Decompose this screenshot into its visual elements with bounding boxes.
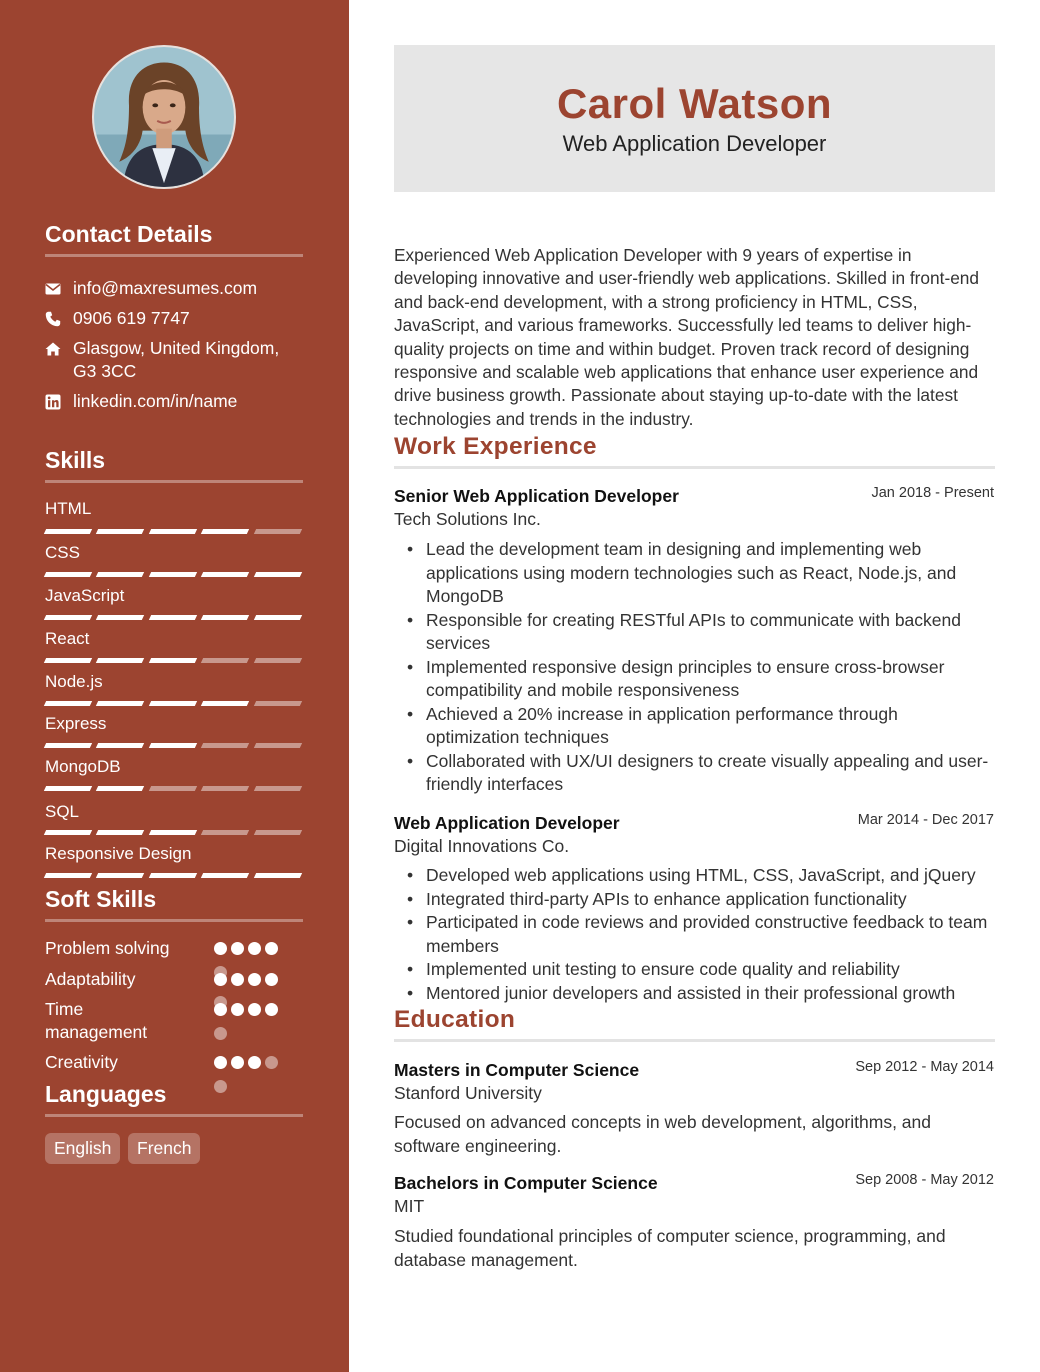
skill-level-segment — [96, 658, 145, 663]
education-dates: Sep 2008 - May 2012 — [855, 1172, 994, 1188]
skill-level-segment — [253, 830, 302, 835]
job-role: Senior Web Application Developer — [394, 486, 679, 506]
profile-photo — [92, 45, 236, 189]
skill-level-segment — [149, 615, 198, 620]
rating-dot — [231, 1056, 244, 1069]
summary: Experienced Web Application Developer with 9 years of expertise in developing innovative and user-friendly web applications. Skilled in front-end and back-end development, with a strong proficiency in HTML, CSS, JavaScript, and various frameworks. Successfully led teams to deliver high-quality projects on time and within budget. Proven track record of designing responsive and scalable web applications that enhance user experience and drive business growth. Passionate about staying up-to-date with the latest technologies and trends in the industry. — [394, 245, 980, 429]
rating-dot — [265, 1056, 278, 1069]
skill-level-segment — [149, 743, 198, 748]
rating-dot-overflow — [214, 966, 227, 979]
rating-dot — [231, 973, 244, 986]
skill-level-segment — [149, 786, 198, 791]
skill-level-bar — [45, 701, 301, 707]
language-badge-english: English — [45, 1133, 120, 1164]
skill-name: CSS — [45, 543, 80, 562]
phone-icon — [45, 307, 73, 330]
contact-email-text: info@maxresumes.com — [73, 278, 258, 298]
skill-level-segment — [96, 830, 145, 835]
contact-heading: Contact Details — [45, 221, 303, 257]
skill-level-segment — [201, 786, 250, 791]
job-bullet: • Developed web applications using HTML, CSS, JavaScript, and jQuery — [426, 864, 996, 888]
rating-dot — [248, 1003, 261, 1016]
soft-skill-rating — [214, 1056, 278, 1069]
skill-level-segment — [149, 830, 198, 835]
candidate-name: Carol Watson — [556, 80, 833, 127]
soft-skill-name: Problem solving — [45, 938, 170, 958]
education-school: MIT — [394, 1196, 425, 1216]
skill-level-segment — [44, 830, 93, 835]
skill-level-segment — [149, 572, 198, 577]
sidebar — [0, 0, 349, 1372]
skill-level-segment — [149, 873, 198, 878]
skill-level-segment — [44, 572, 93, 577]
skill-name: Express — [45, 714, 107, 733]
skill-level-segment — [149, 529, 198, 534]
skill-name: JavaScript — [45, 586, 125, 605]
skill-level-segment — [96, 873, 145, 878]
profile-photo-image — [94, 47, 234, 187]
job-company: Digital Innovations Co. — [394, 836, 570, 856]
skill-level-segment — [149, 658, 198, 663]
contact-phone-text: 0906 619 7747 — [73, 308, 190, 328]
skill-level-bar — [45, 873, 301, 879]
contact-linkedin[interactable] — [45, 390, 303, 413]
skill-level-segment — [253, 572, 302, 577]
work-experience-heading: Work Experience — [394, 433, 995, 469]
skill-level-segment — [96, 701, 145, 706]
skill-name: Responsive Design — [45, 844, 192, 863]
soft-skill-name-line2: management — [45, 1022, 148, 1042]
rating-dot — [248, 942, 261, 955]
job-bullets — [426, 864, 996, 1005]
job-bullet: • Mentored junior developers and assisted in their professional growth — [426, 982, 996, 1006]
skill-level-bar — [45, 743, 301, 749]
contact-address-line2: G3 3CC — [73, 361, 137, 381]
job-role: Web Application Developer — [394, 813, 620, 833]
job-dates: Mar 2014 - Dec 2017 — [857, 812, 994, 828]
contact-address-line1: Glasgow, United Kingdom, — [73, 338, 280, 358]
job-bullet: • Lead the development team in designing and implementing web applications using modern technologies such as React, Node.js, and MongoDB — [426, 538, 996, 609]
skill-level-segment — [96, 615, 145, 620]
skill-level-bar — [45, 830, 301, 836]
rating-dot — [265, 973, 278, 986]
rating-dot — [265, 1003, 278, 1016]
skill-level-bar — [45, 529, 301, 535]
contact-linkedin-text: linkedin.com/in/name — [73, 391, 238, 411]
education-description: Studied foundational principles of computer science, programming, and database management. — [394, 1226, 946, 1270]
contact-email[interactable] — [45, 277, 303, 300]
skill-level-segment — [253, 786, 302, 791]
education-heading: Education — [394, 1006, 995, 1042]
skill-level-segment — [201, 701, 250, 706]
skill-level-bar — [45, 786, 301, 792]
skill-level-segment — [201, 873, 250, 878]
job-bullet: • Achieved a 20% increase in application performance through optimization techniques — [426, 703, 996, 750]
home-icon — [45, 337, 73, 360]
skill-level-segment — [44, 615, 93, 620]
skill-level-bar — [45, 658, 301, 664]
job-dates: Jan 2018 - Present — [871, 485, 994, 501]
soft-skill-rating — [214, 942, 278, 955]
education-degree: Bachelors in Computer Science — [394, 1173, 658, 1193]
skill-level-segment — [253, 615, 302, 620]
skill-level-segment — [96, 572, 145, 577]
job-bullet: • Integrated third-party APIs to enhance application functionality — [426, 888, 996, 912]
skill-level-segment — [253, 743, 302, 748]
envelope-icon — [45, 277, 73, 300]
rating-dot — [265, 942, 278, 955]
skill-level-bar — [45, 615, 301, 621]
skill-level-segment — [44, 786, 93, 791]
linkedin-icon — [45, 390, 73, 413]
soft-skill-name: Adaptability — [45, 969, 136, 989]
skill-level-segment — [201, 615, 250, 620]
skill-level-segment — [201, 529, 250, 534]
skill-level-segment — [201, 572, 250, 577]
soft-skill-name: Creativity — [45, 1052, 118, 1072]
job-bullet: • Participated in code reviews and provided constructive feedback to team members — [426, 911, 996, 958]
skill-name: HTML — [45, 499, 92, 518]
rating-dot — [248, 973, 261, 986]
skill-level-segment — [44, 743, 93, 748]
rating-dot — [231, 942, 244, 955]
rating-dot — [214, 1056, 227, 1069]
job-bullet: • Responsible for creating RESTful APIs to communicate with backend services — [426, 609, 996, 656]
rating-dot-overflow — [214, 996, 227, 1009]
education-school: Stanford University — [394, 1083, 542, 1103]
rating-dot — [248, 1056, 261, 1069]
skill-level-segment — [44, 529, 93, 534]
job-bullet: • Implemented unit testing to ensure code quality and reliability — [426, 958, 996, 982]
soft-skill-name-line1: Time — [45, 999, 84, 1019]
rating-dot-overflow — [214, 1027, 227, 1040]
skill-level-segment — [44, 701, 93, 706]
languages-heading: Languages — [45, 1081, 303, 1117]
candidate-title: Web Application Developer — [562, 131, 827, 156]
skill-level-segment — [201, 743, 250, 748]
rating-dot — [214, 942, 227, 955]
skill-level-segment — [96, 529, 145, 534]
skill-level-segment — [253, 529, 302, 534]
skill-level-segment — [44, 873, 93, 878]
skills-heading: Skills — [45, 447, 303, 483]
skill-level-segment — [96, 786, 145, 791]
soft-skills-heading: Soft Skills — [45, 886, 303, 922]
skill-name: SQL — [45, 802, 80, 821]
skill-level-segment — [201, 658, 250, 663]
education-dates: Sep 2012 - May 2014 — [855, 1059, 994, 1075]
skill-name: React — [45, 629, 90, 648]
skill-name: Node.js — [45, 672, 103, 691]
soft-skill-name — [45, 998, 147, 1044]
education-degree: Masters in Computer Science — [394, 1060, 640, 1080]
skill-level-segment — [253, 701, 302, 706]
education-description: Focused on advanced concepts in web development, algorithms, and software engineering. — [394, 1112, 931, 1156]
contact-phone[interactable] — [45, 307, 303, 330]
job-bullet: • Collaborated with UX/UI designers to create visually appealing and user-friendly interfaces — [426, 750, 996, 797]
job-bullets — [426, 538, 996, 797]
job-bullet: • Implemented responsive design principles to ensure cross-browser compatibility and mobile responsiveness — [426, 656, 996, 703]
language-badge-french: French — [128, 1133, 200, 1164]
skill-level-bar — [45, 572, 301, 578]
skill-level-segment — [253, 873, 302, 878]
job-company: Tech Solutions Inc. — [394, 509, 541, 529]
skill-level-segment — [96, 743, 145, 748]
skill-level-segment — [44, 658, 93, 663]
rating-dot — [231, 1003, 244, 1016]
skill-name: MongoDB — [45, 757, 121, 776]
skill-level-segment — [149, 701, 198, 706]
skill-level-segment — [201, 830, 250, 835]
skill-level-segment — [253, 658, 302, 663]
contact-address — [45, 337, 303, 383]
